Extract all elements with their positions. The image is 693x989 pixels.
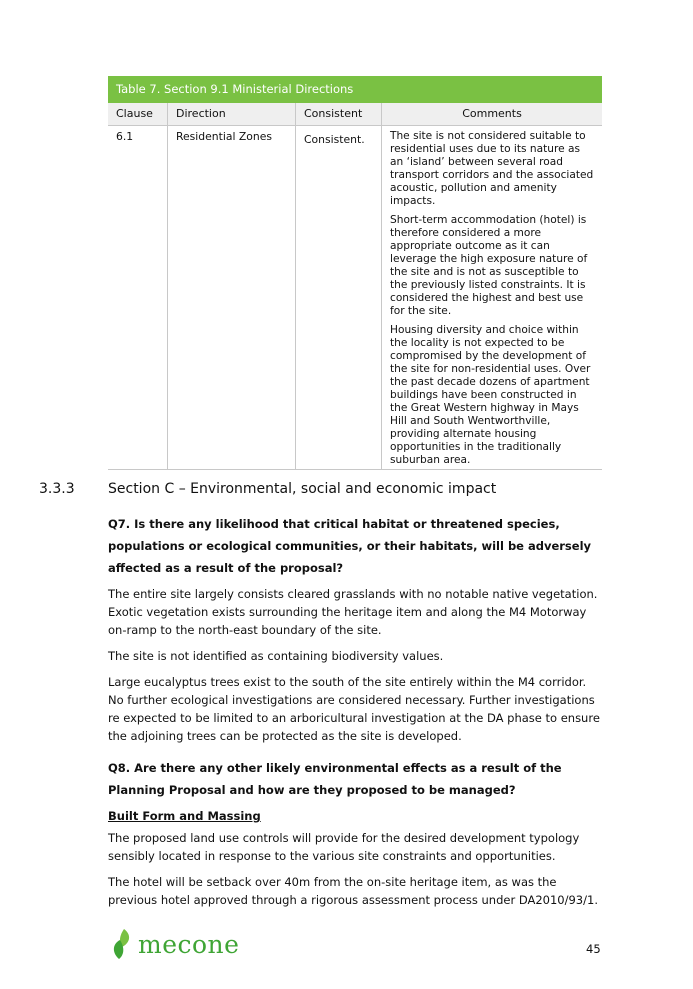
paragraph: The proposed land use controls will provide for the desired development typology sensibly located in response to the various site constraints and opportunities. — [108, 831, 580, 863]
header-comments: Comments — [462, 107, 522, 120]
header-consistent: Consistent — [296, 103, 382, 125]
section-body — [108, 513, 602, 917]
comment-paragraph: The site is not considered suitable to residential uses due to its nature as an ‘island’ between several road transport corridors and the associated acoustic, pollution and amenity impacts. — [390, 130, 594, 207]
question-q7: Q7. Is there any likelihood that critical habitat or threatened species, populations or ecological communities, or their habitats, will be adversely affected as a result of the proposal? — [108, 517, 592, 575]
ministerial-directions-table — [108, 76, 602, 470]
header-clause: Clause — [108, 103, 168, 125]
cell-direction: Residential Zones — [168, 126, 296, 469]
section-number: 3.3.3 — [39, 481, 75, 497]
table-row — [108, 126, 602, 470]
mecone-logo — [110, 928, 239, 960]
question-q8: Q8. Are there any other likely environmental effects as a result of the Planning Proposal and how are they proposed to be managed? — [108, 761, 562, 797]
subheading-built-form: Built Form and Massing — [108, 809, 261, 823]
header-direction: Direction — [168, 103, 296, 125]
leaf-icon — [110, 928, 134, 960]
section-title: Section C – Environmental, social and economic impact — [108, 481, 497, 497]
paragraph: The site is not identified as containing biodiversity values. — [108, 649, 444, 663]
table-header-row — [108, 103, 602, 126]
table-title: Table 7. Section 9.1 Ministerial Directions — [108, 76, 602, 103]
comment-paragraph: Housing diversity and choice within the locality is not expected to be compromised by the development of the site for non-residential uses. Over the past decade dozens of apartment buildings have been constructed in the Great Western highway in Mays Hill and South Wentworthville, providing alternate housing opportunities in the traditionally suburban area. — [390, 324, 591, 466]
paragraph: The entire site largely consists cleared grasslands with no notable native vegetation. Exotic vegetation exists surrounding the heritage item and along the M4 Motorway on-ramp to the north-east boundary of the site. — [108, 587, 598, 637]
cell-comments — [382, 126, 602, 469]
cell-consistent: Consistent. — [296, 126, 382, 469]
cell-clause: 6.1 — [108, 126, 168, 469]
logo-text: mecone — [138, 929, 240, 959]
paragraph: Large eucalyptus trees exist to the south of the site entirely within the M4 corridor. No further ecological investigations are considered necessary. Further investigations re expected to be limited to an arboricultural investigation at the DA phase to ensure the adjoining trees can be protected as the site is developed. — [108, 675, 600, 743]
paragraph: The hotel will be setback over 40m from the on-site heritage item, as was the previous hotel approved through a rigorous assessment process under DA2010/93/1. — [108, 875, 598, 907]
page-number: 45 — [586, 942, 601, 956]
comment-paragraph: Short-term accommodation (hotel) is therefore considered a more appropriate outcome as it can leverage the high exposure nature of the site and is not as susceptible to the previously listed constraints. It is considered the highest and best use for the site. — [390, 214, 588, 317]
